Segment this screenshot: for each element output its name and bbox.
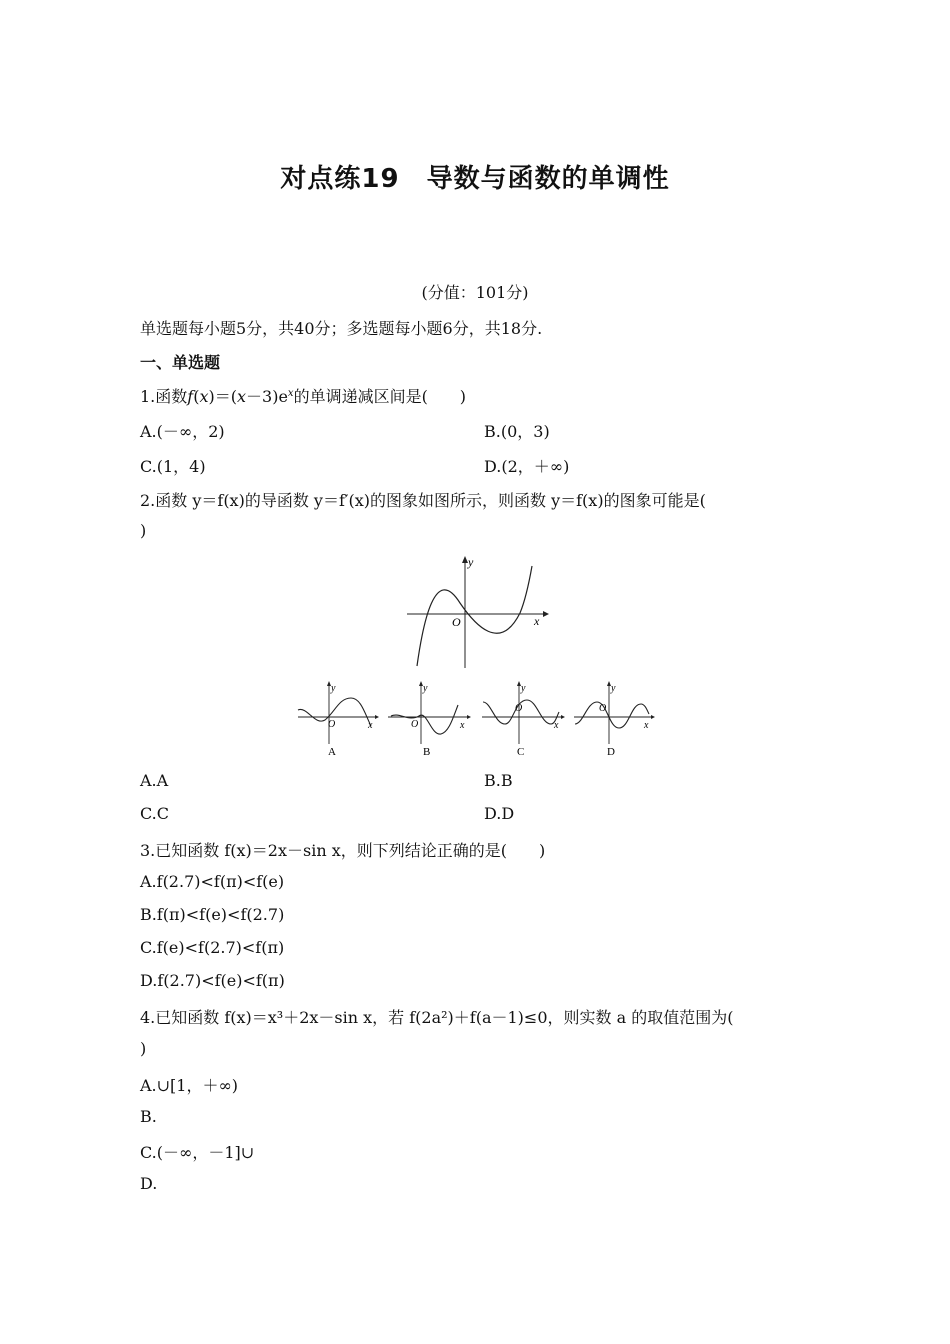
x-axis-label: x	[534, 614, 540, 628]
x-arrow-icon	[651, 715, 655, 719]
svg-text:O: O	[411, 719, 419, 730]
svg-text:x: x	[368, 720, 373, 731]
instructions: 单选题每小题5分，共40分；多选题每小题6分，共18分.	[140, 319, 543, 338]
svg-text:y: y	[423, 683, 428, 694]
svg-text:x: x	[460, 720, 465, 731]
graph-b	[388, 681, 471, 758]
q1-option-a[interactable]: A.(－∞，2)	[140, 422, 225, 441]
q3-option-b[interactable]: B.f(π)<f(e)<f(2.7)	[140, 905, 285, 924]
svg-text:O: O	[328, 719, 336, 730]
q1-option-b[interactable]: B.(0，3)	[484, 422, 550, 441]
q4-option-a[interactable]: A.∪[1，＋∞)	[140, 1076, 239, 1095]
q3-option-d[interactable]: D.f(2.7)<f(e)<f(π)	[140, 971, 285, 990]
question-1-stem	[140, 384, 466, 407]
graph-label-b: B	[423, 746, 431, 758]
graph-label-a: A	[328, 746, 336, 758]
svg-text:x: x	[554, 720, 559, 731]
derivative-curve	[417, 566, 532, 666]
graph-d	[574, 681, 655, 758]
svg-text:O: O	[515, 703, 523, 714]
svg-text:O: O	[599, 703, 607, 714]
origin-label: O	[452, 615, 461, 629]
q3-option-a[interactable]: A.f(2.7)<f(π)<f(e)	[140, 872, 285, 891]
graph-a	[298, 681, 379, 758]
question-2-stem-end: )	[140, 521, 147, 540]
derivative-graph	[405, 553, 550, 671]
page-title: 对点练19 导数与函数的单调性	[280, 164, 670, 194]
section-heading: 一、单选题	[140, 353, 221, 372]
option-graphs	[295, 680, 660, 762]
svg-text:y: y	[521, 683, 526, 694]
q1-option-d[interactable]: D.(2，＋∞)	[484, 457, 570, 476]
q4-option-b[interactable]: B.	[140, 1107, 157, 1126]
question-3-stem: 3.已知函数 f(x)＝2x－sin x，则下列结论正确的是( )	[140, 841, 546, 860]
x-arrow-icon	[543, 611, 549, 617]
svg-text:y: y	[611, 683, 616, 694]
question-4-stem: 4.已知函数 f(x)＝x³＋2x－sin x，若 f(2a²)＋f(a－1)≤0，则实数 a 的取值范围为(	[140, 1008, 734, 1027]
q2-option-d[interactable]: D.D	[484, 804, 515, 823]
x-arrow-icon	[467, 715, 471, 719]
graph-label-c: C	[517, 746, 525, 758]
q4-option-c[interactable]: C.(－∞，－1]∪	[140, 1143, 255, 1162]
svg-text:x: x	[644, 720, 649, 731]
score-note: (分值：101分)	[421, 283, 529, 302]
x-arrow-icon	[375, 715, 379, 719]
graph-label-d: D	[607, 746, 615, 758]
q1-option-c[interactable]: C.(1，4)	[140, 457, 206, 476]
y-axis-label: y	[468, 555, 474, 569]
q1-formula: $f(x)=(x-3)e^x$	[187, 387, 294, 406]
question-2-stem: 2.函数 y＝f(x)的导函数 y＝f′(x)的图象如图所示，则函数 y＝f(x)的图象可能是(	[140, 491, 706, 510]
q2-option-c[interactable]: C.C	[140, 804, 169, 823]
q3-option-c[interactable]: C.f(e)<f(2.7)<f(π)	[140, 938, 285, 957]
question-4-stem-end: )	[140, 1039, 147, 1058]
q4-option-d[interactable]: D.	[140, 1174, 158, 1193]
graph-c	[482, 681, 565, 758]
q1-stem-suffix: 的单调递减区间是( )	[293, 387, 467, 406]
x-arrow-icon	[561, 715, 565, 719]
svg-text:y: y	[331, 683, 336, 694]
q2-option-b[interactable]: B.B	[484, 771, 513, 790]
q2-option-a[interactable]: A.A	[140, 771, 169, 790]
q1-stem-prefix: 1.函数	[140, 387, 188, 406]
